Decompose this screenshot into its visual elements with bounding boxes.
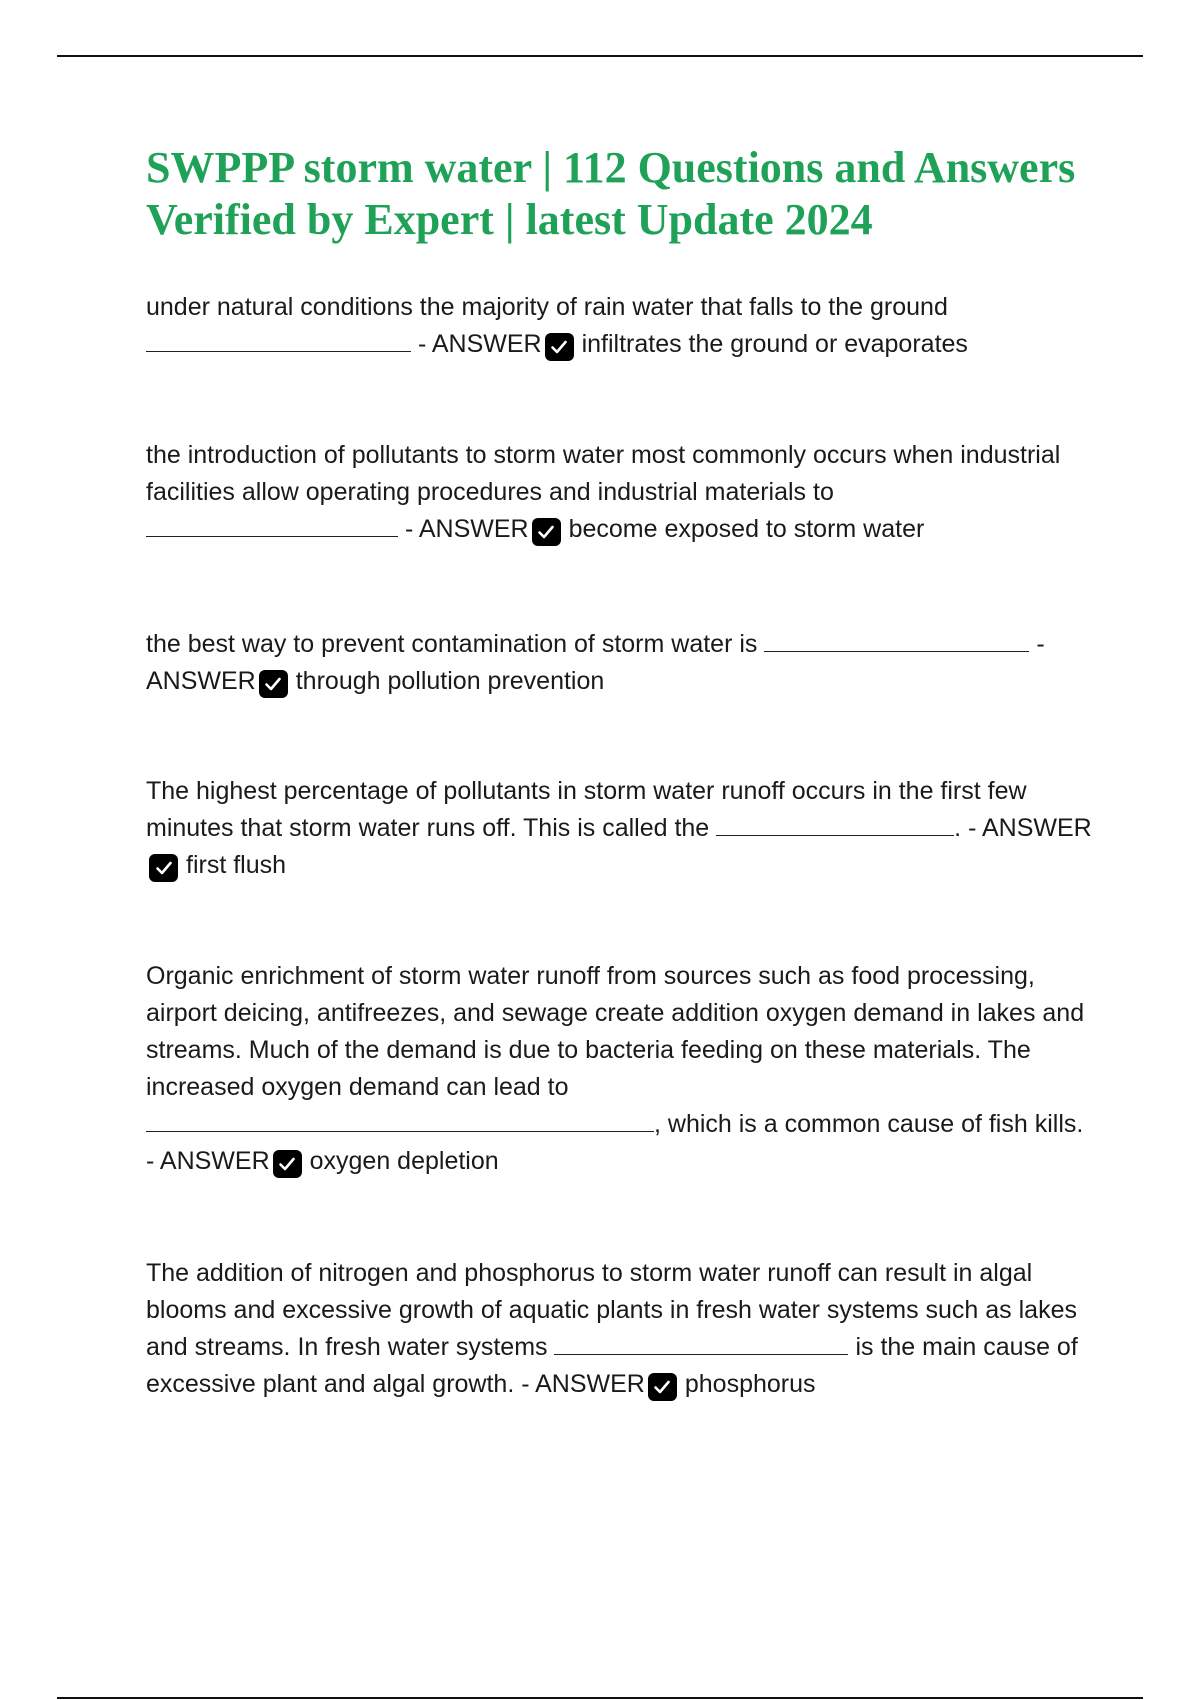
qa-item <box>146 437 1096 548</box>
answer-blank <box>146 511 398 537</box>
answer-label: - ANSWER <box>146 1147 270 1175</box>
qa-item <box>146 773 1096 884</box>
answer-label: - ANSWER <box>417 330 542 358</box>
question-text-continued: , which is a common cause of fish kills. <box>654 1110 1084 1138</box>
answer-blank <box>716 810 954 836</box>
answer-blank <box>146 1106 654 1132</box>
answer-blank <box>554 1329 848 1355</box>
answer-text: through pollution prevention <box>295 667 605 695</box>
answer-label: - ANSWER <box>521 1370 645 1398</box>
checkbox-checked-icon <box>273 1150 302 1178</box>
checkbox-checked-icon <box>149 854 178 882</box>
question-text: the best way to prevent contamination of storm water is <box>146 630 758 658</box>
question-text: Organic enrichment of storm water runoff from sources such as food processing, airport deicing, antifreezes, and sewage create addition oxygen demand in lakes and streams. Much of the demand is due to bacteria feeding on these materials. The increased oxygen demand can lead to <box>146 962 1085 1101</box>
answer-text: become exposed to storm water <box>568 515 925 543</box>
checkbox-checked-icon <box>532 518 561 546</box>
header-rule <box>57 55 1143 57</box>
checkbox-checked-icon <box>259 670 288 698</box>
question-text-continued: is the main cause of excessive plant and algal growth. <box>146 1333 1078 1398</box>
answer-blank <box>146 326 411 352</box>
answer-text: oxygen depletion <box>309 1147 499 1175</box>
qa-item <box>146 958 1096 1180</box>
qa-item <box>146 289 1096 363</box>
answer-label: - ANSWER <box>146 630 1045 695</box>
document-title: SWPPP storm water | 112 Questions and Answers Verified by Expert | latest Update 2024 <box>146 143 1076 244</box>
answer-label: - ANSWER <box>968 814 1092 842</box>
question-text: The addition of nitrogen and phosphorus to storm water runoff can result in algal blooms and excessive growth of aquatic plants in fresh water systems such as lakes and streams. In fresh water systems <box>146 1259 1077 1361</box>
checkbox-checked-icon <box>648 1373 677 1401</box>
checkbox-checked-icon <box>545 333 574 361</box>
question-text: under natural conditions the majority of rain water that falls to the ground <box>146 293 948 321</box>
answer-text: first flush <box>186 851 287 879</box>
question-text-continued: . <box>954 814 962 842</box>
question-text: the introduction of pollutants to storm water most commonly occurs when industrial facilities allow operating procedures and industrial materials to <box>146 441 1061 506</box>
qa-item <box>146 626 1096 700</box>
answer-text: infiltrates the ground or evaporates <box>581 330 968 358</box>
footer-rule <box>57 1697 1143 1699</box>
answer-text: phosphorus <box>684 1370 816 1398</box>
answer-blank <box>764 626 1029 652</box>
answer-label: - ANSWER <box>404 515 529 543</box>
question-text: The highest percentage of pollutants in storm water runoff occurs in the first few minutes that storm water runs off. This is called the <box>146 777 1027 842</box>
qa-item <box>146 1255 1096 1403</box>
